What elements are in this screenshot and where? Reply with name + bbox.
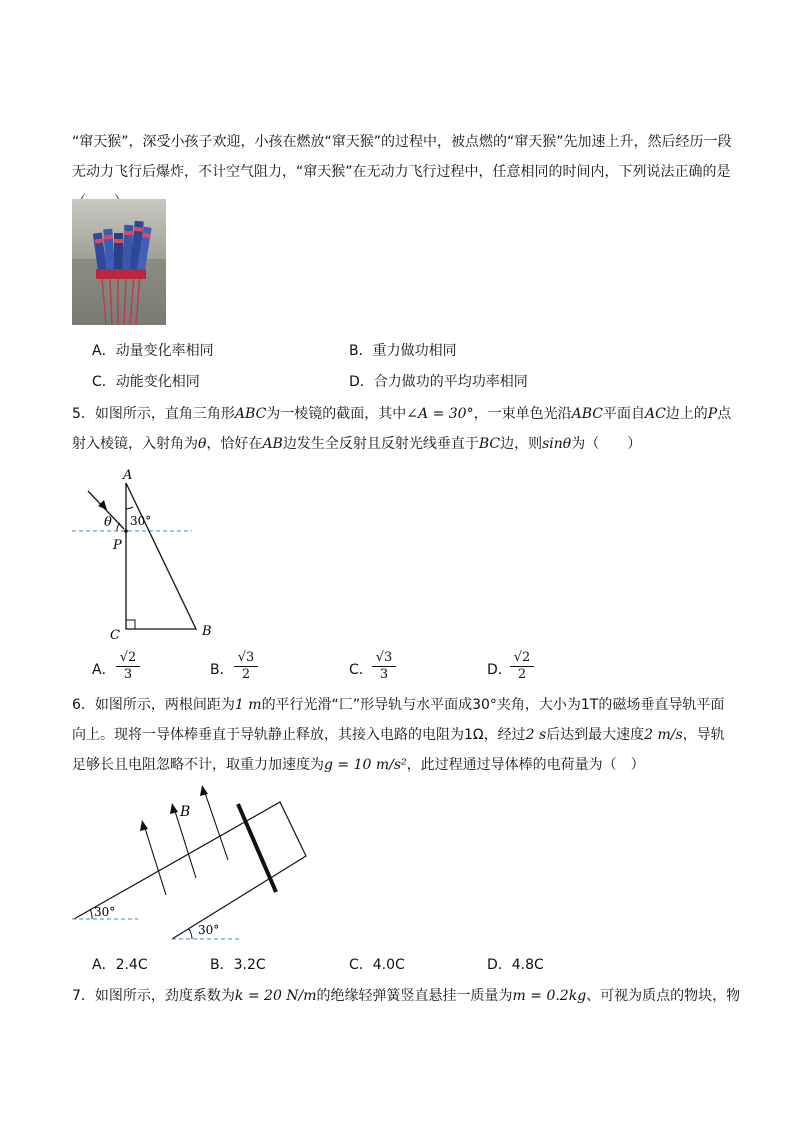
q4-option-b[interactable]: B．重力做功相同: [349, 343, 457, 359]
label-30deg: 30°: [130, 514, 152, 528]
q4-option-c[interactable]: C．动能变化相同: [92, 374, 200, 390]
arrow-up-icon: [140, 820, 148, 831]
firecracker-photo: [72, 199, 166, 325]
q6-option-b[interactable]: B．3.2C: [210, 957, 266, 973]
label-b-field: B: [180, 804, 191, 820]
q6-option-a[interactable]: A．2.4C: [92, 957, 148, 973]
q6-option-d[interactable]: D．4.8C: [487, 957, 544, 973]
triangle-abc: [126, 483, 196, 629]
q5-line-1: 5．如图所示，直角三角形ABC为一棱镜的截面，其中∠A = 30°，一束单色光沿ABC平面自AC边上的P点: [72, 406, 732, 422]
q5-option-c[interactable]: C．: [349, 662, 373, 678]
label-angle-2: 30°: [198, 923, 220, 937]
arrow-up-icon: [170, 803, 178, 814]
q5-stem: [72, 399, 732, 459]
q6-option-c[interactable]: C．4.0C: [349, 957, 405, 973]
q5-option-d[interactable]: D．: [487, 662, 512, 678]
conductor-rod: [238, 804, 276, 892]
q5-option-a[interactable]: A．: [92, 662, 116, 678]
q4-line-2: 无动力飞行后爆炸，不计空气阻力，“窜天猴”在无动力飞行过程中，任意相同的时间内，下列说法正确的是: [72, 164, 731, 180]
label-a: A: [123, 468, 133, 483]
q5-option-c-fraction: $\frac{√3}{3}$: [372, 650, 396, 682]
q6-line-2: 向上。现将一导体棒垂直于导轨静止释放，其接入电路的电阻为1Ω，经过2 s后达到最大速度2 m/s，导轨: [72, 727, 725, 743]
q6-stem: [72, 690, 732, 780]
q4-line-3: [72, 187, 732, 217]
label-angle-1: 30°: [94, 905, 116, 919]
q4-option-d[interactable]: D．合力做功的平均功率相同: [349, 374, 528, 390]
angle-a-arc: [126, 507, 133, 509]
point-p: [124, 529, 128, 533]
q5-option-d-fraction: $\frac{√2}{2}$: [510, 650, 534, 682]
right-angle-mark: [126, 620, 135, 629]
q7-line-1: 7．如图所示，劲度系数为k = 20 N/m的绝缘轻弹簧竖直悬挂一质量为m = 0.2kg、可视为质点的物块，物: [72, 988, 741, 1004]
rail-diagram: [68, 780, 308, 945]
q5-option-b[interactable]: B．: [210, 662, 234, 678]
label-b: B: [202, 624, 212, 639]
q6-line-1: 6．如图所示，两根间距为1 m的平行光滑“匚”形导轨与水平面成30°夹角，大小为1T的磁场垂直导轨平面: [72, 697, 725, 713]
prism-diagram: [70, 465, 230, 645]
q5-line-2: 射入棱镜，入射角为θ，恰好在AB边发生全反射且反射光线垂直于BC边，则sinθ为（ ）: [72, 436, 642, 452]
q5-option-b-fraction: $\frac{√3}{2}$: [234, 650, 258, 682]
label-c: C: [110, 628, 120, 643]
label-theta: θ: [104, 515, 112, 530]
q7-stem: [72, 981, 741, 1011]
label-p: P: [113, 538, 122, 553]
q4-line-1: “窜天猴”，深受小孩子欢迎，小孩在燃放“窜天猴”的过程中，被点燃的“窜天猴”先加速上升，然后经历一段: [72, 134, 732, 150]
theta-arc: [117, 523, 120, 531]
q5-option-a-fraction: $\frac{√2}{3}$: [116, 650, 140, 682]
arrow-head-icon: [98, 500, 107, 510]
arrow-up-icon: [200, 785, 208, 796]
q4-option-a[interactable]: A．动量变化率相同: [92, 343, 214, 359]
q6-line-3: 足够长且电阻忽略不计，取重力加速度为g = 10 m/s²，此过程通过导体棒的电荷量为（ ）: [72, 757, 645, 773]
q4-stem: [72, 127, 732, 217]
